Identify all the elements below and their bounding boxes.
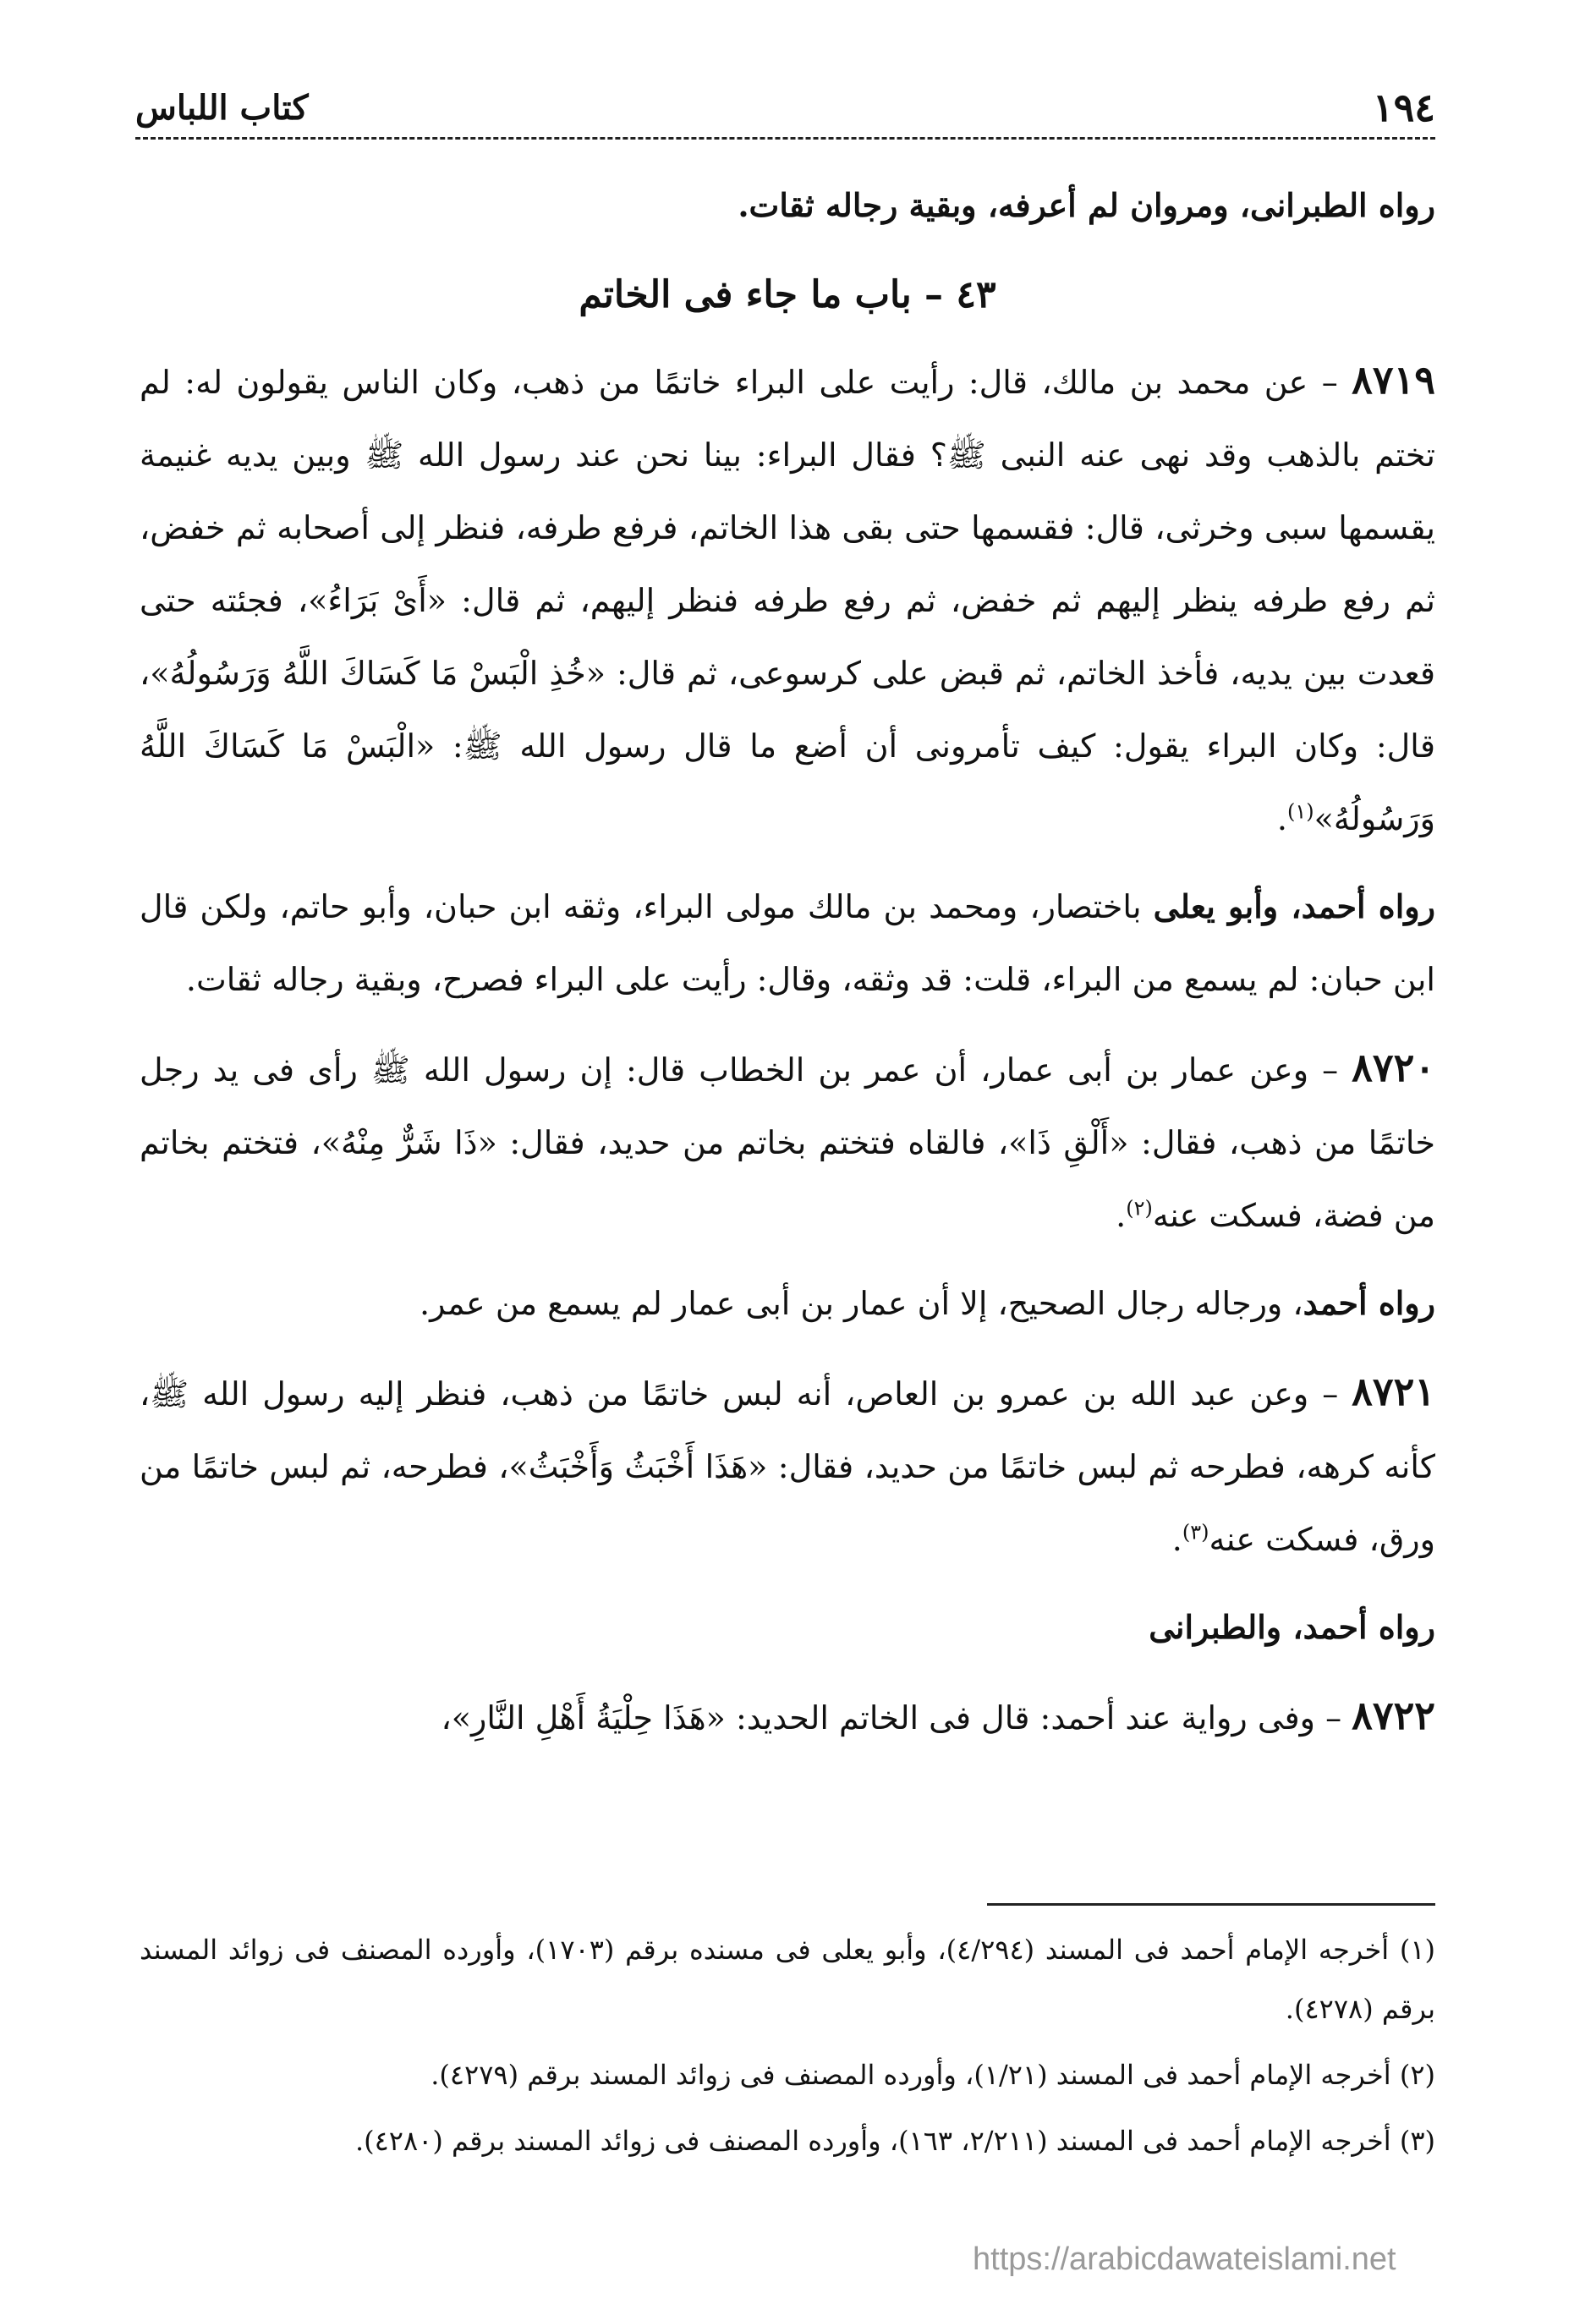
page-header [135,78,1435,140]
hadith-number: ٨٧٢٠ [1352,1045,1435,1090]
footnote-ref: (٢) [1126,1196,1153,1221]
main-text [140,169,1435,1770]
narration-8720 [140,1267,1435,1340]
footnote-1: (١) أخرجه الإمام أحمد فى المسند (٤/٢٩٤)، وأبو يعلى فى مسنده برقم (١٧٠٣)، وأورده المصنف فى زوائد المسند برقم (٤٢٧٨). [140,1934,1436,2025]
narration-8719 [140,870,1435,1016]
hadith-text: – عن محمد بن مالك، قال: رأيت على البراء خاتمًا من ذهب، وكان الناس يقولون له: لم تختم بالذهب وقد نهى عنه النبى ﷺ؟ فقال البراء: بينا نحن عند رسول الله ﷺ وبين يديه غنيمة يقسمها سبى وخرثى، قال: فقسمها حتى بقى هذا الخاتم، فرفع طرفه، فنظر إلى أصحابه ثم خفض، ثم رفع طرفه ينظر إليهم ثم خفض، ثم رفع طرفه فنظر إليهم، ثم قال: «أَىْ بَرَاءُ»، فجئته حتى قعدت بين يديه، فأخذ الخاتم، ثم قبض على كرسوعى، ثم قال: «خُذِ الْبَسْ مَا كَسَاكَ اللَّهُ وَرَسُولُهُ»، قال: وكان البراء يقول: كيف تأمرونى أن أضع ما قال رسول الله ﷺ: «الْبَسْ مَا كَسَاكَ اللَّهُ وَرَسُولُهُ» [140,364,1435,837]
narration-text: باختصار، ومحمد بن مالك مولى البراء، وثقه ابن حبان، وأبو حاتم، ولكن قال ابن حبان: لم يسمع من البراء، قلت: قد وثقه، وقال: رأيت على البراء فصرح، وبقية رجاله ثقات. [140,888,1435,998]
period: . [1276,800,1287,837]
book-title: كتاب اللباس [135,87,309,128]
narrators: رواه أحمد، والطبرانى [1149,1608,1435,1646]
footnote-ref: (١) [1286,799,1314,824]
footnote-3: (٣) أخرجه الإمام أحمد فى المسند (٢/٢١١، ١٦٣)، وأورده المصنف فى زوائد المسند برقم (٤٢٨٠). [354,2125,1435,2157]
hadith-text: – وعن عبد الله بن عمرو بن العاص، أنه لبس خاتمًا من ذهب، فنظر إليه رسول الله ﷺ، كأنه كرهه، فطرحه ثم لبس خاتمًا من حديد، فقال: «هَذَا أَخْبَثُ وَأَخْبَثُ»، فطرحه، ثم لبس خاتمًا من ورق، فسكت عنه [140,1375,1435,1558]
intro-line [140,169,1435,242]
narrators: رواه أحمد، وأبو يعلى [1153,887,1435,925]
narration-8721 [140,1591,1435,1664]
period: . [1116,1197,1127,1234]
narrators: رواه أحمد [1303,1284,1435,1322]
footnote-divider [987,1903,1435,1906]
footnote-2: (٢) أخرجه الإمام أحمد فى المسند (١/٢١)، وأورده المصنف فى زوائد المسند برقم (٤٢٧٩). [431,2059,1435,2091]
chapter-heading: ٤٣ – باب ما جاء فى الخاتم [579,273,996,316]
hadith-number: ٨٧١٩ [1352,357,1435,403]
hadith-8721 [140,1355,1435,1576]
hadith-text: – وفى رواية عند أحمد: قال فى الخاتم الحديد: «هَذَا حِلْيَةُ أَهْلِ النَّارِ»، [441,1699,1352,1737]
narration-text: ، ورجاله رجال الصحيح، إلا أن عمار بن أبى عمار لم يسمع من عمر. [420,1285,1303,1322]
hadith-8722 [140,1679,1435,1754]
watermark-url: https://arabicdawateislami.net [973,2241,1396,2277]
footnote-ref: (٣) [1182,1520,1209,1545]
hadith-number: ٨٧٢١ [1352,1369,1435,1414]
hadith-8719 [140,343,1435,855]
intro-text: رواه الطبرانى، ومروان لم أعرفه، وبقية رجاله ثقات. [738,186,1435,224]
hadith-number: ٨٧٢٢ [1352,1693,1435,1738]
page-number: ١٩٤ [1372,85,1435,130]
hadith-8720 [140,1031,1435,1252]
footnotes [140,1920,1435,2177]
hadith-text: – وعن عمار بن أبى عمار، أن عمر بن الخطاب قال: إن رسول الله ﷺ رأى فى يد رجل خاتمًا من ذهب، فقال: «أَلْقِ ذَا»، فالقاه فتختم بخاتم من حديد، فقال: «ذَا شَرٌّ مِنْهُ»، فتختم بخاتم من فضة، فسكت عنه [140,1051,1435,1234]
period: . [1171,1521,1182,1558]
